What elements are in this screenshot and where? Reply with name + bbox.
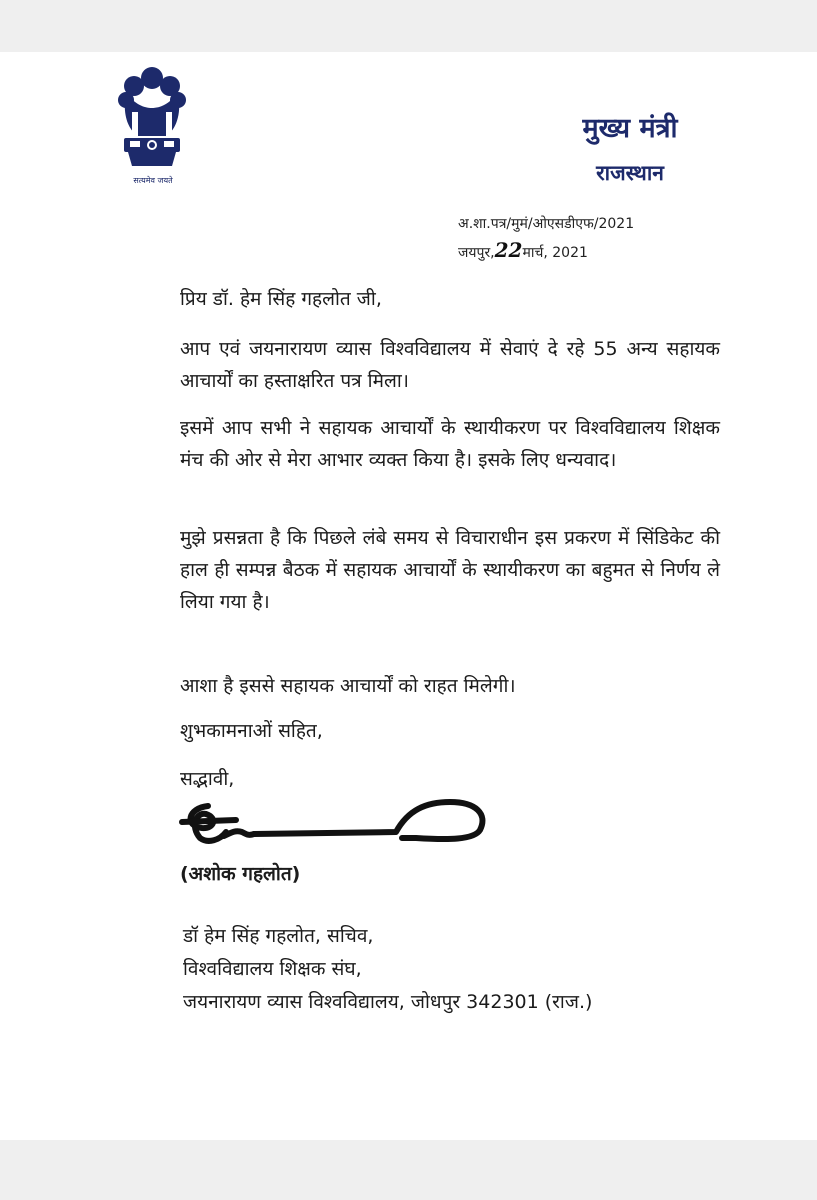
recipient-line-3: जयनारायण व्यास विश्वविद्यालय, जोधपुर 342301 (राज.) — [183, 991, 593, 1013]
letterhead-office — [540, 108, 720, 187]
recipient-line-1: डॉ हेम सिंह गहलोत, सचिव, — [183, 925, 374, 947]
date-place: जयपुर, — [458, 245, 495, 261]
reference-number: अ.शा.पत्र/मुमं/ओएसडीएफ/2021 — [458, 216, 635, 232]
emblem-motto: सत्यमेव जयते — [133, 176, 173, 185]
office-title: मुख्य मंत्री — [582, 113, 678, 144]
handwritten-signature-icon — [176, 792, 496, 860]
date-month-year: मार्च, 2021 — [522, 245, 588, 261]
date-line — [458, 238, 588, 262]
signatory-name: (अशोक गहलोत) — [180, 863, 301, 885]
paragraph-3: मुझे प्रसन्नता है कि पिछले लंबे समय से विचाराधीन इस प्रकरण में सिंडिकेट की हाल ही सम्पन्न बैठक में सहायक आचार्यों के स्थायीकरण का बहुमत से निर्णय ले लिया गया है। — [180, 527, 720, 613]
recipient-line-2: विश्वविद्यालय शिक्षक संघ, — [183, 958, 362, 980]
paragraph-2: इसमें आप सभी ने सहायक आचार्यों के स्थायीकरण पर विश्वविद्यालय शिक्षक मंच की ओर से मेरा आभार व्यक्त किया है। इसके लिए धन्यवाद। — [180, 417, 720, 471]
paragraph-1: आप एवं जयनारायण व्यास विश्वविद्यालय में सेवाएं दे रहे 55 अन्य सहायक आचार्यों का हस्ताक्षरित पत्र मिला। — [180, 338, 720, 392]
salutation: प्रिय डॉ. हेम सिंह गहलोत जी, — [180, 288, 382, 310]
paragraph-4: आशा है इससे सहायक आचार्यों को राहत मिलेगी। — [180, 675, 516, 697]
office-state: राजस्थान — [596, 161, 664, 185]
closing-greeting: शुभकामनाओं सहित, — [180, 720, 323, 742]
date-day-handwritten: 22 — [494, 238, 523, 262]
closing-regards: सद्भावी, — [180, 768, 235, 790]
